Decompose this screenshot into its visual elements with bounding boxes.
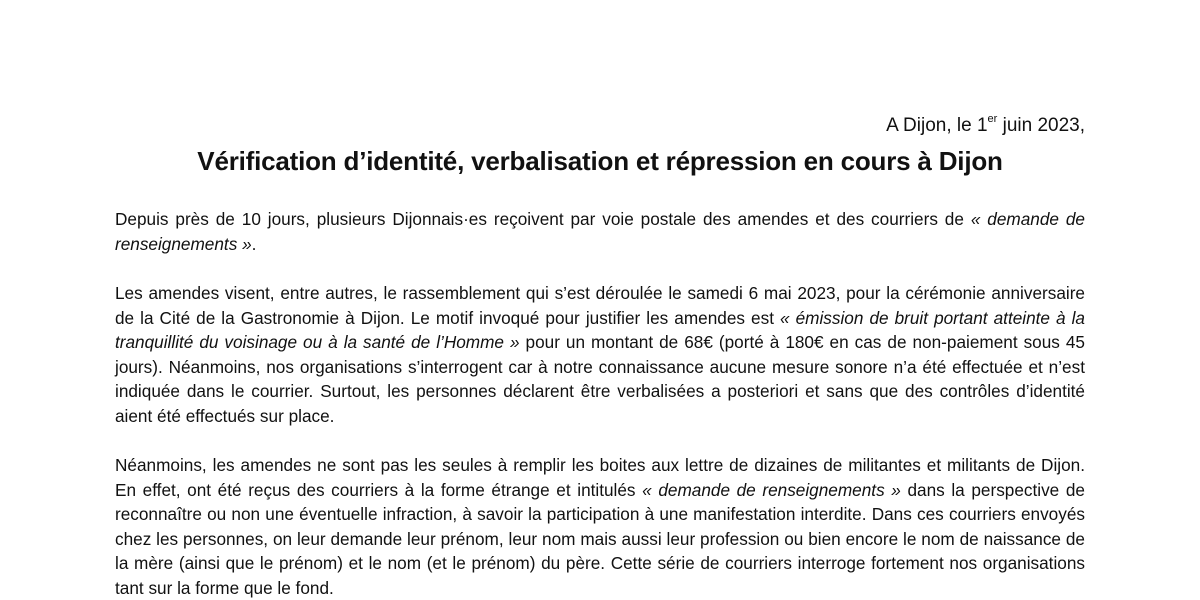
date-line [115, 112, 1085, 140]
paragraph-3-text-a: Néanmoins, les amendes ne sont pas les seules à remplir les boites aux lettre de dizaines de militantes et militants de Dijon. En effet, ont été reçus des courriers à la forme étrange et intitulés [115, 455, 1085, 500]
date-suffix: juin 2023, [997, 115, 1085, 136]
paragraph-3-text-b: dans la perspective de reconnaître ou non une éventuelle infraction, à savoir la participation à une manifestation interdite. Dans ces courriers envoyés chez les personnes, on leur demande leur prénom, leur nom mais aussi leur profession ou bien encore le nom de naissance de la mère (ainsi que le prénom) et le nom (et le prénom) du père. Cette série de courriers interroge fortement nos organisations tant sur la forme que le fond. [115, 479, 1085, 598]
paragraph-3-quote: « demande de renseignements » [642, 479, 901, 500]
paragraph-spacer [115, 256, 1085, 281]
date-prefix: A Dijon, le 1 [886, 115, 988, 136]
paragraph-1-text-a: Depuis près de 10 jours, plusieurs Dijonnais·es reçoivent par voie postale des amendes et des courriers de [115, 209, 971, 229]
paragraph-2-text-b: pour un montant de 68€ (porté à 180€ en cas de non-paiement sous 45 jours). Néanmoins, nos organisations s’interrogent car à notre connaissance aucune mesure sonore n’a été effectuée et n’est indiquée dans le courrier. Surtout, les personnes déclarent être verbalisées a posteriori et sans que des contrôles d’identité aient été effectués sur place. [115, 332, 1085, 426]
paragraph-2-text-a: Les amendes visent, entre autres, le rassemblement qui s’est déroulée le samedi 6 mai 2023, pour la cérémonie anniversaire de la Cité de la Gastronomie à Dijon. Le motif invoqué pour justifier les amendes est [115, 283, 1085, 328]
paragraph-1-text-b: . [251, 233, 257, 254]
paragraph-2 [115, 281, 1085, 428]
paragraph-2-quote: « émission de bruit portant atteinte à la tranquillité du voisinage ou à la santé de l’Homme » [115, 307, 1085, 352]
document-title: Vérification d’identité, verbalisation et répression en cours à Dijon [197, 146, 1003, 176]
paragraph-spacer [115, 428, 1085, 453]
paragraph-1 [115, 207, 1085, 256]
date-ordinal-superscript: er [987, 112, 998, 125]
paragraph-3 [115, 453, 1085, 600]
paragraph-1-quote: « demande de renseignements » [115, 209, 1085, 254]
document-page [115, 112, 1085, 600]
